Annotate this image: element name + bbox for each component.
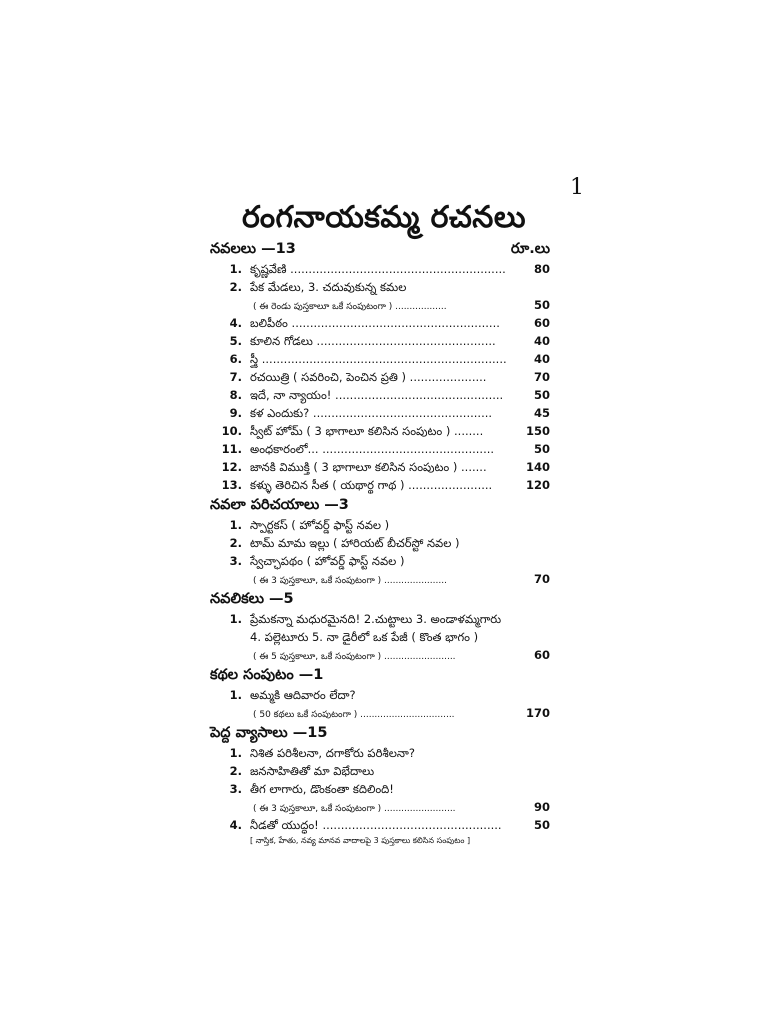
item-price: 140 <box>525 460 550 474</box>
section-heading <box>210 722 550 744</box>
item-number: 3. <box>229 782 242 796</box>
list-item <box>210 570 550 588</box>
list-item <box>210 780 550 798</box>
item-title: స్వీట్ హోమ్ ( 3 భాగాలూ కలిసిన సంపుటం ) ........ <box>250 424 484 438</box>
item-title: టామ్ మామ ఇల్లు ( హారియట్ బీచర్‌స్టో నవల ) <box>250 536 460 550</box>
item-title: స్వేచ్ఛాపథం ( హోవర్డ్ ఫాస్ట్ నవల ) <box>250 554 405 568</box>
section-heading <box>210 664 550 686</box>
list-item <box>210 440 550 458</box>
item-title: ( ఈ రెండు పుస్తకాలూ ఒకే సంపుటంగా ) .................. <box>253 302 447 312</box>
item-price: 50 <box>533 442 550 456</box>
item-price: 50 <box>533 298 550 312</box>
list-item <box>210 798 550 816</box>
section-title: నవలలు —13 <box>210 241 296 257</box>
item-number: 1. <box>229 688 242 702</box>
item-title: కళ ఎందుకు? ................................................. <box>250 406 493 420</box>
list-item <box>210 516 550 534</box>
list-item <box>210 260 550 278</box>
list-item <box>210 646 550 664</box>
list-item <box>210 404 550 422</box>
item-price: 60 <box>533 648 550 662</box>
item-number: 2. <box>229 536 242 550</box>
list-item <box>210 332 550 350</box>
item-title: 4. పల్లెటూరు 5. నా డైరీలో ఒక పేజీ ( కొంత భాగం ) <box>250 630 479 644</box>
section-heading <box>210 588 550 610</box>
footnote: [ నాస్తిక, హేతు, నవ్య మానవ వాదాలపై 3 పుస్తకాలు కలిసిన సంపుటం ] <box>250 836 471 845</box>
item-price: 40 <box>533 334 550 348</box>
list-item <box>210 368 550 386</box>
item-price: 40 <box>533 352 550 366</box>
item-price: 90 <box>533 800 550 814</box>
book-list <box>210 238 550 847</box>
item-title: తీగ లాగారు, డొంకంతా కదిలింది! <box>250 782 394 796</box>
item-number: 4. <box>229 316 242 330</box>
item-number: 7. <box>229 370 242 384</box>
list-item <box>210 534 550 552</box>
item-number: 13. <box>221 478 242 492</box>
list-item <box>210 422 550 440</box>
item-title: స్పార్టకస్ ( హోవర్డ్ ఫాస్ట్ నవల ) <box>250 518 390 532</box>
item-title: ఇదే, నా న్యాయం! .............................................. <box>250 388 504 402</box>
item-title: రచయిత్రి ( సవరించి, పెంచిన ప్రతి ) ..................... <box>250 370 487 384</box>
list-item <box>210 476 550 494</box>
item-number: 1. <box>229 746 242 760</box>
item-number: 2. <box>229 764 242 778</box>
section-heading <box>210 238 550 260</box>
item-number: 6. <box>229 352 242 366</box>
list-item <box>210 744 550 762</box>
list-item <box>210 816 550 834</box>
section-title: కథల సంపుటం —1 <box>210 667 324 683</box>
item-title: జానకి విముక్తి ( 3 భాగాలూ కలిసిన సంపుటం ) ....... <box>250 460 487 474</box>
item-title: ప్రేమకన్నా మధురమైనది! 2.చుట్టాలు 3. అండాళమ్మగారు <box>250 612 502 626</box>
list-item <box>210 296 550 314</box>
item-price: 70 <box>533 572 550 586</box>
item-title: స్త్రీ ................................................................... <box>250 352 507 366</box>
item-price: 45 <box>533 406 550 420</box>
item-price: 70 <box>533 370 550 384</box>
currency-label: రూ.లు <box>510 241 550 257</box>
item-number: 1. <box>229 612 242 626</box>
item-price: 80 <box>533 262 550 276</box>
section-title: పెద్ద వ్యాసాలు —15 <box>210 725 328 741</box>
page-title: రంగనాయకమ్మ రచనలు <box>242 200 526 235</box>
item-price: 120 <box>525 478 550 492</box>
item-title: ( ఈ 5 పుస్తకాలూ, ఒకే సంపుటంగా ) ......................... <box>253 652 456 662</box>
list-item <box>210 552 550 570</box>
list-item <box>210 704 550 722</box>
list-item <box>210 314 550 332</box>
item-title: పేక మేడలు, 3. చదువుకున్న కమల <box>250 280 407 294</box>
item-number: 8. <box>229 388 242 402</box>
section-title: నవలా పరిచయాలు —3 <box>210 497 349 513</box>
item-number: 12. <box>221 460 242 474</box>
item-title: ( ఈ 3 పుస్తకాలూ, ఒకే సంపుటంగా ) ......................... <box>253 804 456 814</box>
list-item <box>210 350 550 368</box>
list-item <box>210 386 550 404</box>
item-number: 3. <box>229 554 242 568</box>
section-heading <box>210 494 550 516</box>
list-item <box>210 610 550 628</box>
item-number: 9. <box>229 406 242 420</box>
item-title: నీడతో యుద్ధం! ................................................. <box>250 818 502 832</box>
item-title: జనసాహితితో మా విభేదాలు <box>250 764 375 778</box>
item-title: కూలిన గోడలు ................................................. <box>250 334 496 348</box>
section-title: నవలికలు —5 <box>210 591 294 607</box>
item-title: ( 50 కథలు ఒకే సంపుటంగా ) ................................. <box>253 710 455 720</box>
item-price: 60 <box>533 316 550 330</box>
item-number: 11. <box>221 442 242 456</box>
item-number: 5. <box>229 334 242 348</box>
item-price: 50 <box>533 388 550 402</box>
page-number: 1 <box>570 175 584 200</box>
item-title: అంధకారంలో... ............................................... <box>250 442 495 456</box>
item-title: ( ఈ 3 పుస్తకాలూ, ఒకే సంపుటంగా ) ...................... <box>253 576 447 586</box>
list-item <box>210 762 550 780</box>
item-price: 170 <box>525 706 550 720</box>
item-price: 50 <box>533 818 550 832</box>
item-price: 150 <box>525 424 550 438</box>
item-number: 1. <box>229 518 242 532</box>
item-number: 2. <box>229 280 242 294</box>
list-item <box>210 628 550 646</box>
item-number: 10. <box>221 424 242 438</box>
item-title: నిశిత పరిశీలనా, దగాకోరు పరిశీలనా? <box>250 746 415 760</box>
list-item <box>210 278 550 296</box>
list-item <box>210 458 550 476</box>
list-item <box>210 686 550 704</box>
item-number: 4. <box>229 818 242 832</box>
item-title: కృష్ణవేణి ........................................................... <box>250 262 506 276</box>
item-number: 1. <box>229 262 242 276</box>
item-title: బలిపీఠం ......................................................... <box>250 316 500 330</box>
item-title: అమ్మకి ఆదివారం లేదా? <box>250 688 356 702</box>
item-title: కళ్ళు తెరిచిన సీత ( యథార్థ గాథ ) ....................... <box>250 478 493 492</box>
